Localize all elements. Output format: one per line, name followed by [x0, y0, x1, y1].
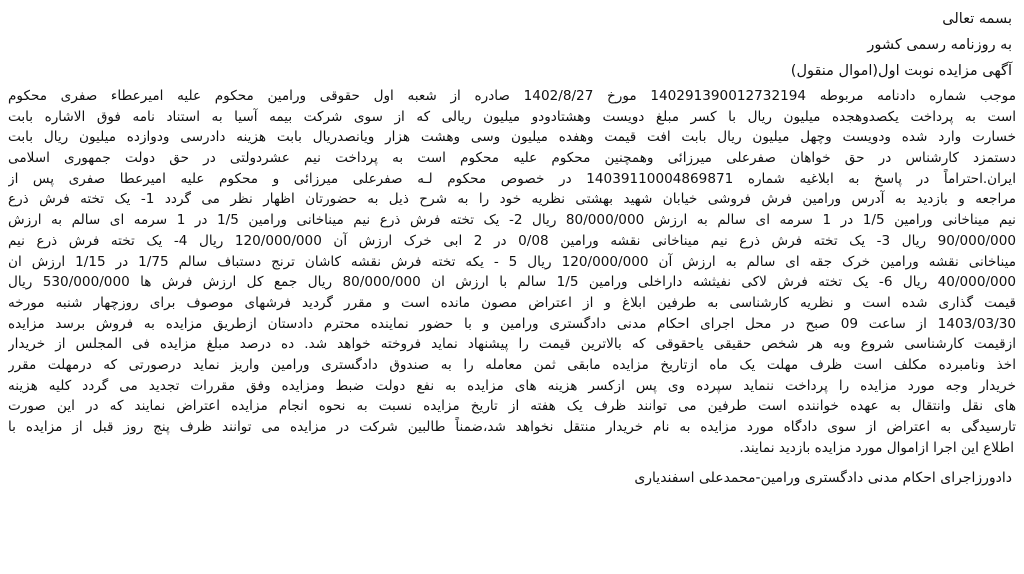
body-line: قیمت گذاری شده است و نظریه کارشناسی به طرفین ابلاغ و از اعتراض مصون مانده است و مقرر گردید فرشهای موصوف برای روزچهار شنبه مورخه [8, 294, 1016, 311]
publication-line: به روزنامه رسمی کشور [867, 37, 1012, 53]
body-line: اخذ ونامبرده مکلف است ظرف مهلت یک ماه ازتاریخ مزایده مابقی ثمن معامله را به صندوق دادگستری ورامین واریز نماید درصورتی که درمهلت مقرر [8, 356, 1016, 373]
notice-body [8, 86, 1016, 458]
body-line: نیم میناخانی ورامین 1/5 در 1 سرمه ای سالم به ارزش 80/000/000 ریال 2- یک تخته فرش ذرع نیم میناخانی ورامین 1/5 در 1 سرمه ای سالم به ارزش [8, 212, 1016, 229]
body-line: است به پرداخت یکصدوهجده میلیون ریال با کسر مبلغ دویست وهشتادودو میلیون ریالی که از سوی شرکت بیمه آسیا به استناد نامه فوق الاشاره بابت [8, 108, 1016, 125]
body-line: 40/000/000 ریال 6- یک تخته فرش لاکی نفیثشه داراخلی ورامین 1/5 سالم با ارزش ان 80/000/000 ریال جمع کل ارزش فرش ها 530/000/000 ریال [8, 274, 1016, 291]
body-line: 90/000/000 ریال 3- یک تخته فرش ذرع نیم میناخانی نقشه ورامین 0/08 در 2 ابی خرک ارزش آن 120/000/000 ریال 4- یک تخته فرش ذرع نیم [8, 232, 1016, 249]
body-line: موجب شماره دادنامه مربوطه 140291390012732194 مورخ 1402/8/27 صادره از شعبه اول حقوقی ورامین محکوم علیه امیرعطاء صفری محکوم [8, 88, 1016, 104]
body-line: ازقیمت کارشناسی شروع وبه هر شخص حقیقی یاحقوقی که بالاترین قیمت را پیشنهاد نماید فروخته خواهد شد. ده درصد مبلغ مزایده فی المجلس از خریدار [8, 336, 1016, 353]
body-line: میناخانی نقشه ورامین خرک جقه ای سالم به ارزش آن 120/000/000 ریال 5 - یکه تخته فرش نقشه کاشان ترنج دستباف سالم 1/75 در 1/15 ارزش ان [8, 253, 1016, 270]
body-line: تارسیدگی به اعتراض از سوی دادگاه مورد مزایده به نام خریدار منتقل نخواهد شد،ضمناً طالبین شرکت در مزایده می توانند ظرف پنج روز قبل از مزایده با [8, 419, 1016, 435]
body-line: مراجعه و بازدید به آدرس ورامین فرش فروشی خیابان شهید بهشتی نظریه خود را به شرح ذیل به حضورتان اظهار نظر می گردد 1- یک تخته فرش ذرع [8, 191, 1016, 208]
body-line: های نقل وانتقال به عهده خواننده است طرفین می توانند ظرف یک هفته از تاریخ مزایده نسبت به نحوه انجام مزایده اعتراض نمایند که در این صورت [8, 398, 1016, 415]
body-line: خریدار وجه مورد مزایده را پرداخت ننماید سپرده وی پس ازکسر هزینه های مزایده به نفع دولت ضبط ومزایده وفق مقررات تجدید می گردد کلیه هزینه [8, 377, 1016, 394]
signature-line: دادورزاجرای احکام مدنی دادگستری ورامین-محمدعلی اسفندیاری [634, 470, 1012, 487]
body-line: ایران.احتراماً در پاسخ به ابلاغیه شماره 14039110004869871 در خصوص محکوم لـه صفرعلی میرزائی و محکوم علیه امیرعطا صفری پس از [8, 170, 1016, 187]
notice-title: آگهی مزایده نوبت اول(اموال منقول) [790, 63, 1012, 79]
invocation-heading: بسمه تعالی [942, 11, 1012, 27]
notice-document [8, 6, 1016, 570]
body-line: اطلاع این اجرا ازاموال مورد مزایده بازدید نمایند. [739, 439, 1014, 456]
body-line: دستمزد کارشناس در حق خواهان صفرعلی میرزائی وهمچنین محکوم علیه محکوم است به پرداخت نیم عشردولتی در حق دولت جمهوری اسلامی [8, 150, 1016, 167]
body-line: 1403/03/30 از ساعت 09 صبح در محل اجرای احکام مدنی دادگستری ورامین و با حضور نماینده محترم دادستان ازطریق مزایده به فروش برسد مزایده [8, 315, 1016, 332]
body-line: خسارت وارد شده ودویست وچهل میلیون ریال بابت افت قیمت وهفده میلیون وسی وهشت هزار ویانصدریال بابت هزینه دادرسی ودوازده میلیون ریال بابت [8, 129, 1016, 146]
